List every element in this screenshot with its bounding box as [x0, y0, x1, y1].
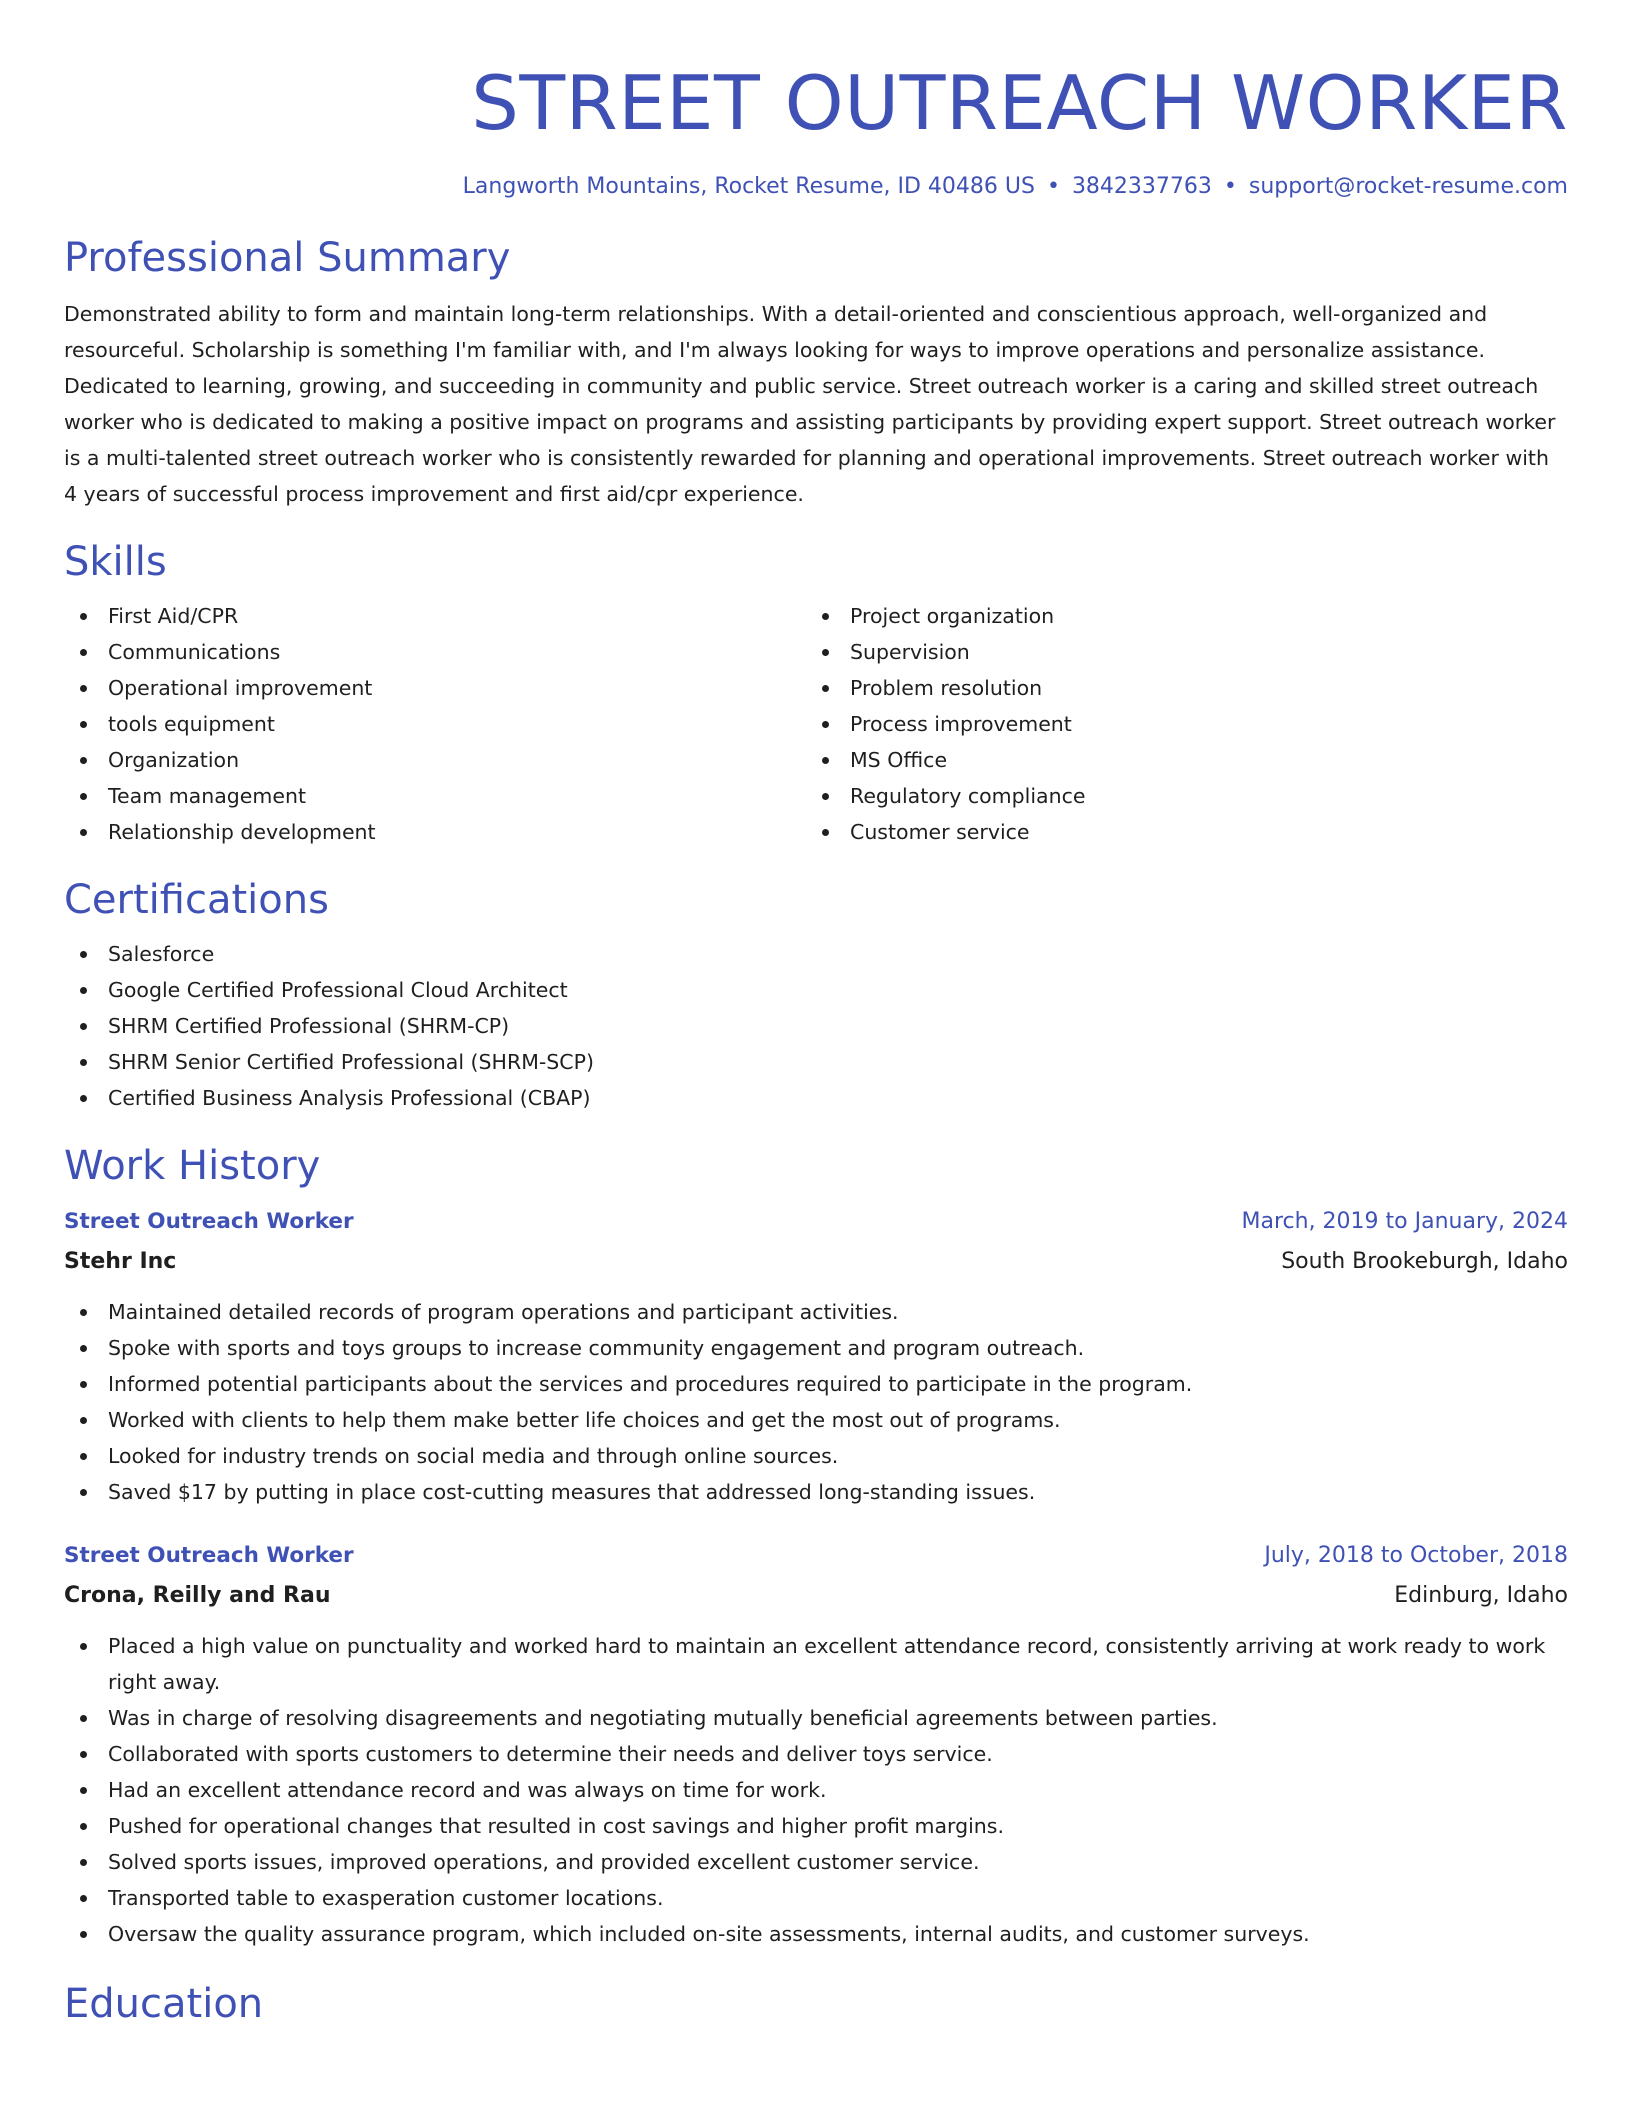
- section-title: Certifications: [64, 877, 329, 923]
- skill-item: Project organization: [806, 598, 1548, 634]
- skill-item: MS Office: [806, 742, 1548, 778]
- certification-list: [64, 936, 1568, 1116]
- skill-item: Supervision: [806, 634, 1548, 670]
- skill-item: First Aid/CPR: [64, 598, 806, 634]
- skill-item: Operational improvement: [64, 670, 806, 706]
- professional-summary-section: [64, 232, 1568, 512]
- address: Langworth Mountains, Rocket Resume, ID 40486 US: [462, 174, 1035, 199]
- certification-item: Salesforce: [64, 936, 1568, 972]
- responsibility-item: Pushed for operational changes that resulted in cost savings and higher profit margins.: [64, 1808, 1568, 1844]
- skill-item: Organization: [64, 742, 806, 778]
- job-location: South Brookeburgh, Idaho: [1281, 1249, 1568, 1274]
- separator: •: [1046, 174, 1060, 199]
- job-responsibilities: [64, 1628, 1568, 1952]
- skills-column-right: [806, 598, 1548, 850]
- certification-item: Google Certified Professional Cloud Architect: [64, 972, 1568, 1008]
- skill-item: Customer service: [806, 814, 1548, 850]
- job-location: Edinburg, Idaho: [1394, 1583, 1568, 1608]
- responsibility-item: Was in charge of resolving disagreements and negotiating mutually beneficial agreements between parties.: [64, 1700, 1568, 1736]
- summary-text: Demonstrated ability to form and maintain long-term relationships. With a detail-oriented and conscientious approach, well-organized and resourceful. Scholarship is something I'm familiar with, and I'm always looking for ways to improve operations and personalize assistance. Dedicated to learning, growing, and succeeding in community and public service. Street outreach worker is a caring and skilled street outreach worker who is dedicated to making a positive impact on programs and assisting participants by providing expert support. Street outreach worker is a multi-talented street outreach worker who is consistently rewarded for planning and operational improvements. Street outreach worker with 4 years of successful process improvement and first aid/cpr experience.: [64, 302, 1556, 506]
- responsibility-item: Collaborated with sports customers to determine their needs and deliver toys service.: [64, 1736, 1568, 1772]
- responsibility-item: Maintained detailed records of program operations and participant activities.: [64, 1294, 1568, 1330]
- skill-item: Process improvement: [806, 706, 1548, 742]
- job-dates: March, 2019 to January, 2024: [1241, 1209, 1568, 1234]
- skill-item: Relationship development: [64, 814, 806, 850]
- job-title: Street Outreach Worker: [64, 1543, 354, 1568]
- skills-grid: [64, 598, 1568, 850]
- responsibility-item: Looked for industry trends on social media and through online sources.: [64, 1438, 1568, 1474]
- section-title: Professional Summary: [64, 235, 511, 281]
- section-title: Education: [64, 1981, 264, 2027]
- certifications-section: [64, 874, 1568, 1116]
- certification-item: Certified Business Analysis Professional (CBAP): [64, 1080, 1568, 1116]
- skills-section: [64, 536, 1568, 850]
- phone-number: 3842337763: [1071, 174, 1212, 199]
- section-title: Skills: [64, 539, 167, 585]
- job-company-row: [64, 1576, 1568, 1616]
- responsibility-item: Worked with clients to help them make better life choices and get the most out of programs.: [64, 1402, 1568, 1438]
- job-company-row: [64, 1242, 1568, 1282]
- skill-item: Regulatory compliance: [806, 778, 1548, 814]
- resume-header: [64, 56, 1568, 202]
- candidate-title: STREET OUTREACH WORKER: [471, 59, 1568, 147]
- company-name: Crona, Reilly and Rau: [64, 1583, 331, 1608]
- skill-item: Team management: [64, 778, 806, 814]
- skills-column-left: [64, 598, 806, 850]
- separator: •: [1223, 174, 1237, 199]
- responsibility-item: Transported table to exasperation customer locations.: [64, 1880, 1568, 1916]
- responsibility-item: Spoke with sports and toys groups to increase community engagement and program outreach.: [64, 1330, 1568, 1366]
- certification-item: SHRM Senior Certified Professional (SHRM-SCP): [64, 1044, 1568, 1080]
- responsibility-item: Had an excellent attendance record and was always on time for work.: [64, 1772, 1568, 1808]
- education-section: [64, 1978, 1568, 2030]
- company-name: Stehr Inc: [64, 1249, 177, 1274]
- email-address: support@rocket-resume.com: [1248, 174, 1568, 199]
- job-entry: [64, 1202, 1568, 1510]
- responsibility-item: Solved sports issues, improved operations, and provided excellent customer service.: [64, 1844, 1568, 1880]
- skill-item: Problem resolution: [806, 670, 1548, 706]
- job-dates: July, 2018 to October, 2018: [1264, 1543, 1568, 1568]
- skill-item: Communications: [64, 634, 806, 670]
- work-history-section: [64, 1140, 1568, 1952]
- contact-line: [64, 172, 1568, 202]
- responsibility-item: Oversaw the quality assurance program, which included on-site assessments, internal audits, and customer surveys.: [64, 1916, 1568, 1952]
- skill-item: tools equipment: [64, 706, 806, 742]
- responsibility-item: Saved $17 by putting in place cost-cutting measures that addressed long-standing issues.: [64, 1474, 1568, 1510]
- responsibility-item: Informed potential participants about the services and procedures required to participate in the program.: [64, 1366, 1568, 1402]
- certification-item: SHRM Certified Professional (SHRM-CP): [64, 1008, 1568, 1044]
- job-header-row: [64, 1202, 1568, 1242]
- job-entry: [64, 1536, 1568, 1952]
- job-responsibilities: [64, 1294, 1568, 1510]
- responsibility-item: Placed a high value on punctuality and worked hard to maintain an excellent attendance record, consistently arriving at work ready to work right away.: [64, 1628, 1568, 1700]
- job-title: Street Outreach Worker: [64, 1209, 354, 1234]
- job-header-row: [64, 1536, 1568, 1576]
- section-title: Work History: [64, 1143, 321, 1189]
